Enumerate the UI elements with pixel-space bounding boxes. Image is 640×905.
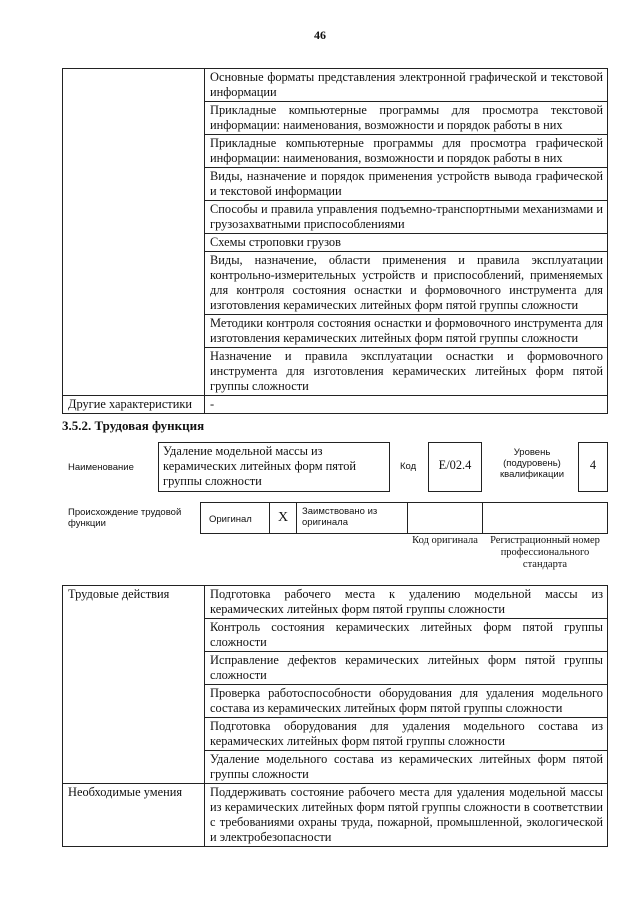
action-item: Удаление модельного состава из керамических литейных форм пятой группы сложности — [205, 751, 608, 784]
knowledge-item: Основные форматы представления электронной графической и текстовой информации — [205, 69, 608, 102]
origin-label: Происхождение трудовой функции — [68, 507, 182, 529]
knowledge-item: Схемы строповки грузов — [205, 234, 608, 252]
code-original-caption: Код оригинала — [412, 535, 478, 546]
action-item: Исправление дефектов керамических литейных форм пятой группы сложности — [205, 652, 608, 685]
page-number: 46 — [314, 28, 326, 42]
actions-label: Трудовые действия — [63, 586, 205, 784]
knowledge-table — [62, 68, 608, 414]
action-item: Проверка работоспособности оборудования для удаления модельного состава из керамических литейных форм пятой группы сложности — [205, 685, 608, 718]
reg-number-caption: Регистрационный номер профессионального стандарта — [490, 535, 600, 570]
original-mark-cell — [269, 502, 297, 534]
code-value: E/02.4 — [438, 458, 472, 472]
function-name-value: Удаление модельной массы из керамических литейных форм пятой группы сложности — [163, 444, 357, 488]
skills-label: Необходимые умения — [63, 784, 205, 847]
function-table — [62, 585, 608, 847]
other-characteristics-value: - — [205, 396, 608, 414]
knowledge-item: Способы и правила управления подъемно-транспортными механизмами и грузозахватными приспособлениями — [205, 201, 608, 234]
function-name-box — [158, 442, 390, 492]
knowledge-item: Прикладные компьютерные программы для просмотра графической информации: наименования, возможности и порядок работы в них — [205, 135, 608, 168]
section-heading: 3.5.2. Трудовая функция — [62, 418, 205, 433]
code-original-cell — [407, 502, 483, 534]
original-cell — [200, 502, 270, 534]
original-mark: X — [277, 510, 289, 525]
knowledge-item: Назначение и правила эксплуатации оснастки и формовочного инструмента для изготовления керамических литейных форм пятой группы сложности — [205, 348, 608, 396]
skill-item: Поддерживать состояние рабочего места для удаления модельной массы из керамических литейных форм пятой группы сложности в соответствии с требованиями охраны труда, пожарной, промышленной, экологической и электробезопасности — [205, 784, 608, 847]
code-label: Код — [400, 461, 417, 472]
other-characteristics-label: Другие характеристики — [63, 396, 205, 414]
original-label: Оригинал — [209, 514, 252, 525]
level-box — [578, 442, 608, 492]
level-value: 4 — [589, 458, 597, 472]
knowledge-label-cell — [63, 69, 205, 396]
knowledge-item: Виды, назначение и порядок применения устройств вывода графической и текстовой информации — [205, 168, 608, 201]
action-item: Подготовка оборудования для удаления модельного состава из керамических литейных форм пятой группы сложности — [205, 718, 608, 751]
borrowed-cell — [296, 502, 408, 534]
reg-number-cell — [482, 502, 608, 534]
knowledge-item: Прикладные компьютерные программы для просмотра текстовой информации: наименования, возможности и порядок работы в них — [205, 102, 608, 135]
knowledge-item: Виды, назначение, области применения и правила эксплуатации контрольно-измерительных устройств и приспособлений, применяемых для контроля состояния оснастки и формовочного инструмента для изготовления керамических литейных форм пятой группы сложности — [205, 252, 608, 315]
name-label: Наименование — [68, 462, 134, 473]
knowledge-item: Методики контроля состояния оснастки и формовочного инструмента для изготовления керамических литейных форм пятой группы сложности — [205, 315, 608, 348]
action-item: Подготовка рабочего места к удалению модельной массы из керамических литейных форм пятой группы сложности — [205, 586, 608, 619]
borrowed-label: Заимствовано из оригинала — [302, 506, 378, 528]
action-item: Контроль состояния керамических литейных форм пятой группы сложности — [205, 619, 608, 652]
qualification-level-label: Уровень (подуровень) квалификации — [499, 447, 565, 480]
code-box — [428, 442, 482, 492]
